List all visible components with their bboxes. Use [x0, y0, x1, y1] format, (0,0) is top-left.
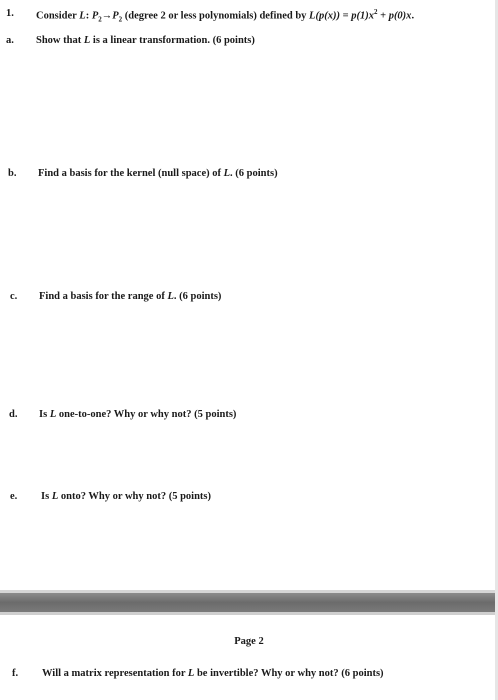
page-number-label: Page 2	[234, 636, 264, 647]
page-break-shadow-bottom	[0, 612, 498, 615]
part-b-text: Find a basis for the kernel (null space) of L. (6 points)	[38, 168, 278, 179]
part-c-text: Find a basis for the range of L. (6 points)	[39, 291, 222, 302]
part-e-label: e.	[10, 491, 18, 502]
page-break-bar	[0, 593, 498, 612]
part-a-text: Show that L is a linear transformation. (6 points)	[36, 35, 255, 46]
part-f-text: Will a matrix representation for L be invertible? Why or why not? (6 points)	[42, 668, 384, 679]
part-f-label: f.	[12, 668, 19, 679]
problem-statement: Consider L: $P_2\to P_2$ (degree 2 or less polynomials) defined by $L(p(x)) = p(1)x^2 + p(0)x$.	[36, 8, 415, 24]
problem-number: 1.	[6, 8, 14, 19]
part-e-text: Is L onto? Why or why not? (5 points)	[41, 491, 211, 502]
part-c-label: c.	[10, 291, 18, 302]
part-a-label: a.	[6, 35, 14, 46]
part-d-text: Is L one-to-one? Why or why not? (5 points)	[39, 409, 237, 420]
part-d-label: d.	[9, 409, 18, 420]
part-b-label: b.	[8, 168, 17, 179]
